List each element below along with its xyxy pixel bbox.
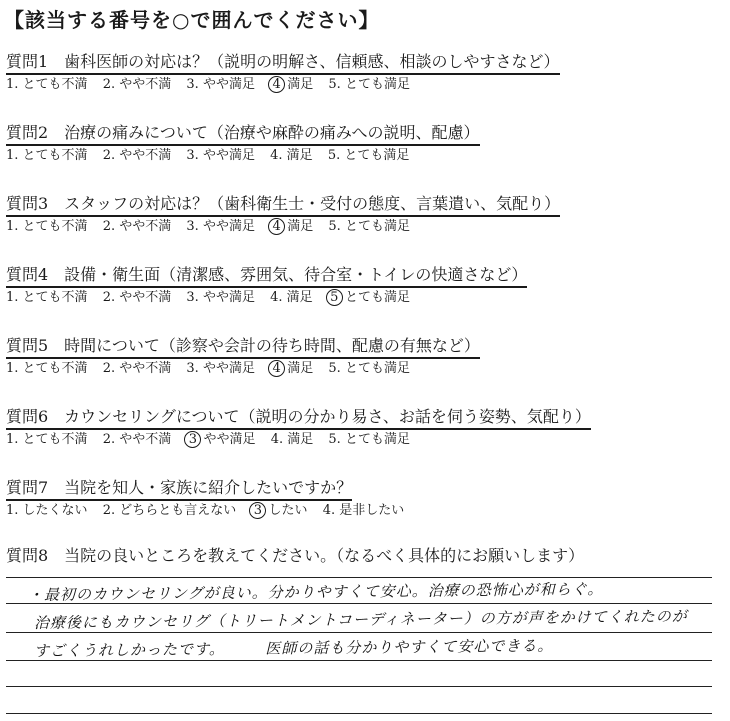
option-4[interactable] [271, 432, 314, 447]
question-5 [6, 336, 726, 378]
option-text: どちらとも言えない [119, 503, 237, 518]
page-title: 【該当する番号を○で囲んでください】 [4, 8, 380, 32]
options-row [6, 431, 726, 449]
option-number: 2. [102, 219, 116, 234]
option-number: 3. [186, 148, 199, 163]
option-number: 3 [184, 431, 201, 448]
option-text: 満足 [286, 290, 313, 305]
option-3[interactable] [186, 219, 255, 234]
option-number: 3. [186, 361, 199, 376]
question-label: 質問2 治療の痛みについて（治療や麻酔の痛みへの説明、配慮） [6, 123, 480, 146]
question-2 [6, 123, 726, 165]
option-1[interactable] [6, 148, 88, 163]
question-label: 質問8 当院の良いところを教えてください。（なるべく具体的にお願いします） [6, 546, 585, 565]
option-text: やや満足 [202, 361, 255, 376]
question-label: 質問1 歯科医師の対応は？（説明の明解さ、信頼感、相談のしやすさなど） [6, 52, 560, 75]
option-text: やや不満 [119, 219, 172, 234]
option-number: 5 [326, 289, 343, 306]
option-4[interactable] [270, 361, 313, 376]
answer-line [6, 686, 712, 687]
option-text: したくない [22, 503, 88, 518]
option-5[interactable] [328, 77, 410, 92]
option-text: とても不満 [22, 361, 88, 376]
question-7 [6, 478, 726, 520]
question-4 [6, 265, 726, 307]
option-text: とても満足 [344, 290, 410, 305]
option-1[interactable] [6, 77, 88, 92]
option-4[interactable] [323, 503, 405, 518]
question-label: 質問7 当院を知人・家族に紹介したいですか？ [6, 478, 352, 501]
option-text: 満足 [287, 77, 314, 92]
option-text: 満足 [286, 148, 313, 163]
option-text: とても満足 [344, 219, 410, 234]
option-number: 5. [328, 361, 341, 376]
options-row [6, 289, 726, 307]
option-number: 3. [186, 290, 199, 305]
handwritten-answer-line: ・最初のカウンセリングが良い。分かりやすくて安心。治療の恐怖心が和らぐ。 [27, 579, 604, 604]
question-label: 質問3 スタッフの対応は？（歯科衛生士・受付の態度、言葉遣い、気配り） [6, 194, 560, 217]
option-text: やや不満 [119, 361, 172, 376]
option-text: とても不満 [22, 148, 88, 163]
option-5[interactable] [328, 290, 410, 305]
option-5[interactable] [328, 148, 410, 163]
option-text: やや不満 [119, 290, 172, 305]
option-number: 3. [186, 219, 199, 234]
option-1[interactable] [6, 503, 88, 518]
option-number: 5. [328, 219, 341, 234]
option-number: 2. [102, 361, 116, 376]
option-1[interactable] [6, 290, 88, 305]
option-2[interactable] [103, 290, 172, 305]
option-number: 4 [268, 360, 285, 377]
option-text: やや不満 [119, 432, 172, 447]
option-number: 3 [249, 502, 266, 519]
options-row [6, 76, 726, 94]
question-label: 質問5 時間について（診察や会計の待ち時間、配慮の有無など） [6, 336, 480, 359]
option-number: 4 [268, 218, 285, 235]
option-text: やや不満 [119, 77, 172, 92]
option-5[interactable] [328, 219, 410, 234]
option-number: 5. [327, 148, 341, 163]
option-3[interactable] [186, 290, 255, 305]
option-2[interactable] [103, 432, 172, 447]
option-text: とても満足 [344, 148, 410, 163]
question-6 [6, 407, 726, 449]
option-text: やや満足 [202, 290, 255, 305]
option-3[interactable] [186, 77, 255, 92]
option-number: 3. [186, 77, 199, 92]
option-2[interactable] [103, 219, 172, 234]
option-number: 4 [268, 76, 285, 93]
option-number: 2. [102, 148, 116, 163]
option-number: 4. [270, 432, 284, 447]
option-text: やや満足 [202, 77, 255, 92]
option-number: 1. [6, 77, 19, 92]
handwritten-answer-line: すごくうれしかったです。 医師の話も分かりやすくて安心できる。 [33, 636, 554, 660]
option-text: 満足 [287, 219, 314, 234]
option-2[interactable] [103, 361, 172, 376]
question-label: 質問4 設備・衛生面（清潔感、雰囲気、待合室・トイレの快適さなど） [6, 265, 527, 288]
option-text: やや満足 [203, 432, 256, 447]
option-text: したい [268, 503, 308, 518]
option-text: とても不満 [22, 432, 88, 447]
question-1 [6, 52, 726, 94]
option-2[interactable] [103, 148, 172, 163]
option-number: 5. [328, 77, 341, 92]
answer-line [6, 713, 712, 714]
option-1[interactable] [6, 432, 88, 447]
question-8 [6, 546, 726, 567]
option-text: とても満足 [344, 361, 410, 376]
option-1[interactable] [6, 361, 88, 376]
option-4[interactable] [270, 148, 313, 163]
option-text: 是非したい [339, 503, 405, 518]
answer-line [6, 577, 712, 578]
option-text: とても不満 [22, 219, 88, 234]
option-number: 1. [6, 361, 19, 376]
handwritten-answer-line: 治療後にもカウンセリグ（トリートメントコーディネーター）の方が声をかけてくれたのが [33, 607, 688, 632]
option-1[interactable] [6, 219, 88, 234]
option-number: 1. [6, 290, 19, 305]
option-3[interactable] [186, 432, 255, 447]
option-number: 2. [102, 432, 116, 447]
option-number: 4. [270, 290, 283, 305]
option-number: 1. [6, 503, 19, 518]
option-text: とても満足 [344, 432, 410, 447]
question-3 [6, 194, 726, 236]
options-row [6, 502, 726, 520]
option-5[interactable] [328, 432, 410, 447]
option-text: とても満足 [344, 77, 410, 92]
option-text: やや満足 [202, 148, 255, 163]
option-4[interactable] [270, 219, 313, 234]
option-number: 1. [6, 432, 19, 447]
option-number: 4. [270, 148, 283, 163]
option-text: やや不満 [119, 148, 172, 163]
option-number: 5. [328, 432, 341, 447]
option-number: 2. [102, 503, 116, 518]
option-number: 2. [102, 290, 116, 305]
option-number: 2. [102, 77, 116, 92]
question-label: 質問6 カウンセリングについて（説明の分かり易さ、お話を伺う姿勢、気配り） [6, 407, 591, 430]
option-text: とても不満 [22, 290, 88, 305]
option-3[interactable] [186, 361, 255, 376]
option-2[interactable] [103, 77, 172, 92]
options-row [6, 147, 726, 165]
options-row [6, 218, 726, 236]
option-3[interactable] [186, 148, 255, 163]
option-3[interactable] [251, 503, 307, 518]
option-text: やや満足 [202, 219, 255, 234]
option-4[interactable] [270, 77, 313, 92]
option-text: 満足 [287, 361, 314, 376]
option-number: 4. [322, 503, 336, 518]
option-4[interactable] [270, 290, 313, 305]
option-text: 満足 [287, 432, 314, 447]
option-number: 1. [6, 219, 19, 234]
option-2[interactable] [103, 503, 237, 518]
option-number: 1. [6, 148, 19, 163]
option-5[interactable] [328, 361, 410, 376]
options-row [6, 360, 726, 378]
option-text: とても不満 [22, 77, 88, 92]
